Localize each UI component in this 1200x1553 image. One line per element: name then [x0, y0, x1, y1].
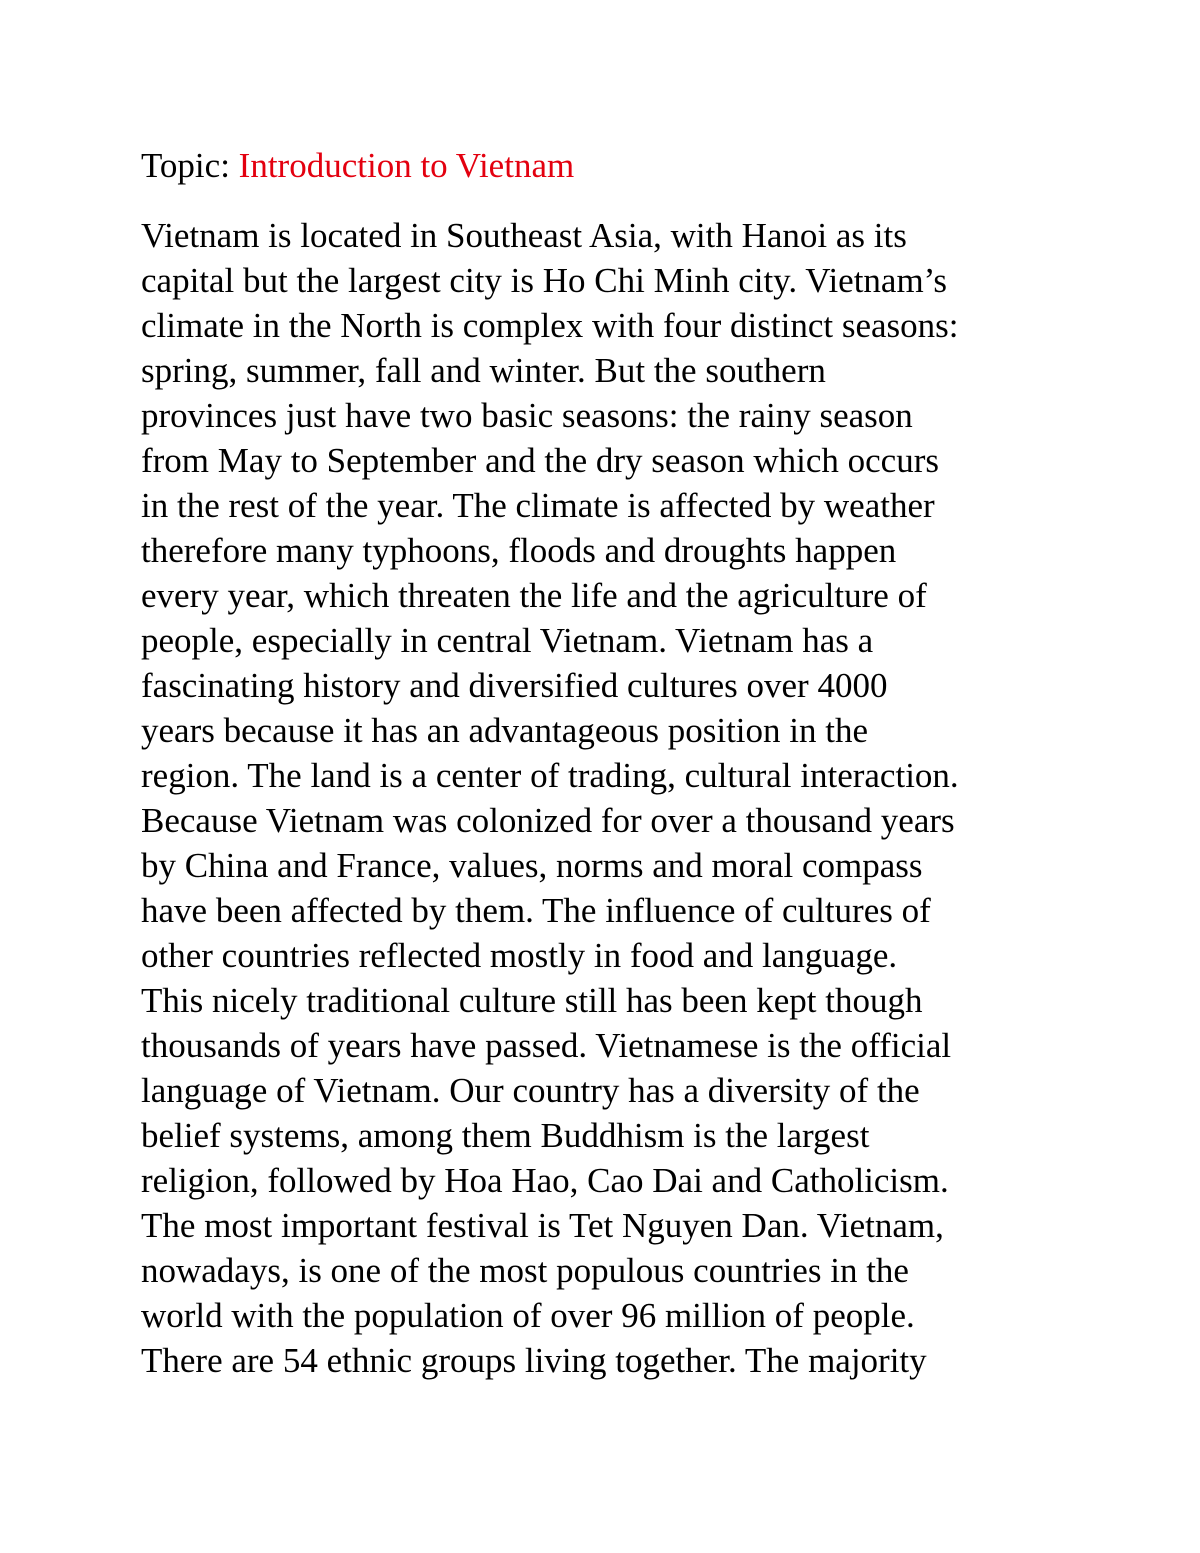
paragraph-line: The most important festival is Tet Nguyen Dan. Vietnam,: [141, 1206, 944, 1245]
paragraph-line: in the rest of the year. The climate is affected by weather: [141, 486, 935, 525]
paragraph-line: therefore many typhoons, floods and droughts happen: [141, 531, 897, 570]
paragraph-line: from May to September and the dry season which occurs: [141, 441, 939, 480]
document-content: [141, 143, 1081, 1383]
paragraph-line: capital but the largest city is Ho Chi Minh city. Vietnam’s: [141, 261, 948, 300]
paragraph-line: years because it has an advantageous position in the: [141, 711, 869, 750]
paragraph-line: by China and France, values, norms and moral compass: [141, 846, 923, 885]
paragraph-line: belief systems, among them Buddhism is the largest: [141, 1116, 870, 1155]
paragraph-line: every year, which threaten the life and the agriculture of: [141, 576, 927, 615]
paragraph-line: nowadays, is one of the most populous countries in the: [141, 1251, 909, 1290]
paragraph-line: people, especially in central Vietnam. Vietnam has a: [141, 621, 874, 660]
paragraph-line: fascinating history and diversified cultures over 4000: [141, 666, 888, 705]
paragraph-line: thousands of years have passed. Vietnamese is the official: [141, 1026, 952, 1065]
paragraph-line: world with the population of over 96 million of people.: [141, 1296, 915, 1335]
paragraph-line: other countries reflected mostly in food and language.: [141, 936, 898, 975]
paragraph-line: language of Vietnam. Our country has a diversity of the: [141, 1071, 920, 1110]
body-paragraph: [141, 213, 1081, 1383]
paragraph-line: spring, summer, fall and winter. But the southern: [141, 351, 826, 390]
paragraph-line: region. The land is a center of trading, cultural interaction.: [141, 756, 959, 795]
topic-title: Introduction to Vietnam: [238, 146, 575, 185]
paragraph-line: religion, followed by Hoa Hao, Cao Dai and Catholicism.: [141, 1161, 949, 1200]
paragraph-line: This nicely traditional culture still has been kept though: [141, 981, 923, 1020]
topic-label: Topic:: [141, 146, 239, 185]
paragraph-line: provinces just have two basic seasons: the rainy season: [141, 396, 913, 435]
paragraph-line: There are 54 ethnic groups living together. The majority: [141, 1341, 927, 1380]
paragraph-line: climate in the North is complex with four distinct seasons:: [141, 306, 959, 345]
paragraph-line: have been affected by them. The influence of cultures of: [141, 891, 931, 930]
paragraph-line: Vietnam is located in Southeast Asia, with Hanoi as its: [141, 216, 907, 255]
topic-heading: [141, 143, 1081, 188]
paragraph-line: Because Vietnam was colonized for over a thousand years: [141, 801, 955, 840]
